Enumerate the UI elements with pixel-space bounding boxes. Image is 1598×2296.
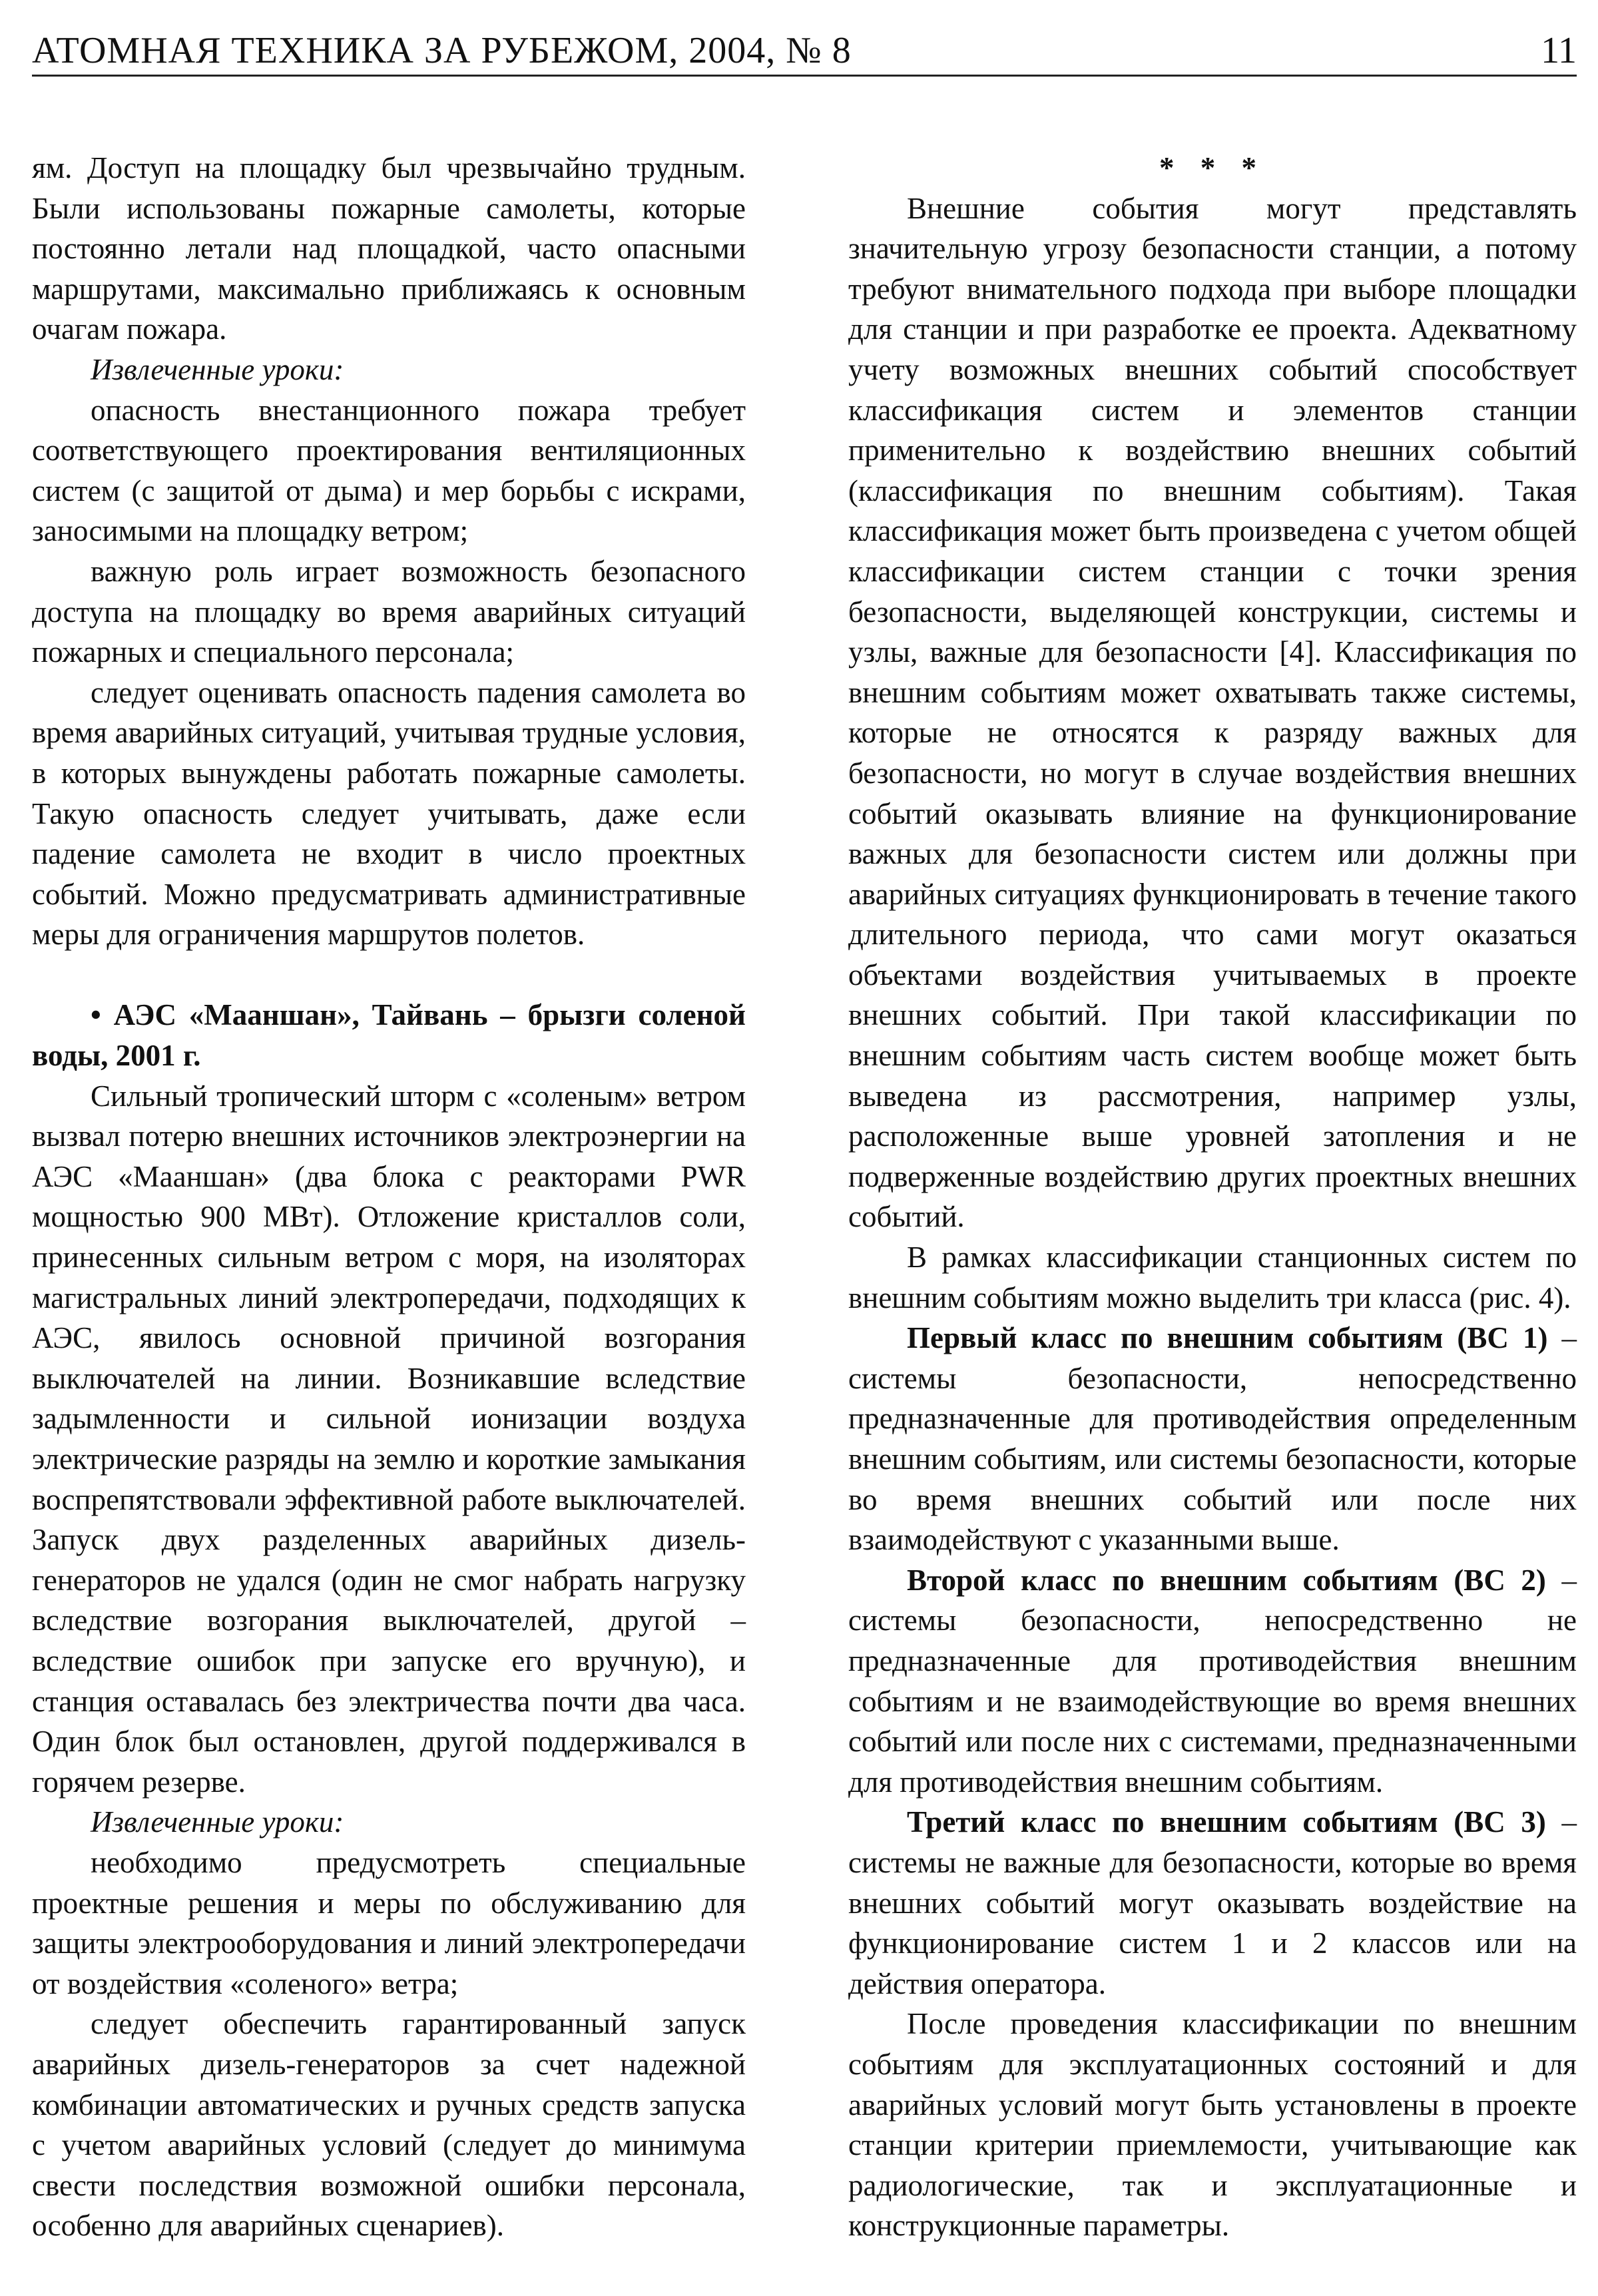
paragraph: опасность внестанционного пожара требует соответствующего проектирования вентиляционных систем (с защитой от дыма) и мер борьбы с искрами, заносимыми на площадку ветром; xyxy=(32,393,746,548)
class-1-title: Первый класс по внешним событиям (ВС 1) xyxy=(907,1321,1548,1355)
left-column xyxy=(32,148,746,2246)
paragraph: После проведения классификации по внешним событиям для эксплуатационных состояний и для аварийных условий могут быть установлены в проекте станции критерии приемлемости, учитывающие как радиологические, так и эксплуатационные и конструкционные параметры. xyxy=(848,2007,1577,2243)
class-1-text: – системы безопасности, непосредственно предназначенные для противодействия определенным внешним событиям, или системы безопасности, которые во время внешних событий или после них взаимодействуют с указанными выше. xyxy=(848,1321,1577,1557)
paragraph: следует оценивать опасность падения самолета во время аварийных ситуаций, учитывая трудные условия, в которых вынуждены работать пожарные самолеты. Такую опасность следует учитывать, даже если падение самолета не входит в число проектных событий. Можно предусматривать административные меры для ограничения маршрутов полетов. xyxy=(32,675,746,952)
paragraph: ям. Доступ на площадку был чрезвычайно трудным. Были использованы пожарные самолеты, которые постоянно летали над площадкой, часто опасными маршрутами, максимально приближаясь к основным очагам пожара. xyxy=(32,151,746,346)
section-separator: * * * xyxy=(1159,151,1266,184)
class-3-paragraph xyxy=(848,1802,1577,2004)
paragraph: необходимо предусмотреть специальные проектные решения и меры по обслуживанию для защиты электрооборудования и линий электропередачи от воздействия «соленого» ветра; xyxy=(32,1845,746,2000)
class-2-paragraph xyxy=(848,1560,1577,1803)
class-3-title: Третий класс по внешним событиям (ВС 3) xyxy=(907,1805,1546,1839)
right-column xyxy=(848,148,1577,2246)
class-3-text: – системы не важные для безопасности, которые во время внешних событий могут оказывать воздействие на функционирование систем 1 и 2 классов или на действия оператора. xyxy=(848,1805,1577,2000)
class-1-paragraph xyxy=(848,1318,1577,1560)
class-2-title: Второй класс по внешним событиям (ВС 2) xyxy=(907,1563,1546,1597)
page-number: 11 xyxy=(1541,30,1577,71)
paragraph: В рамках классификации станционных систем по внешним событиям можно выделить три класса (рис. 4). xyxy=(848,1241,1577,1314)
class-2-text: – системы безопасности, непосредственно не предназначенные для противодействия внешним событиям и не взаимодействующие во время внешних событий или после них с системами, предназначенными для противодействия внешним событиям. xyxy=(848,1563,1577,1799)
running-header xyxy=(32,27,1577,77)
paragraph: Внешние события могут представлять значительную угрозу безопасности станции, а потому требуют внимательного подхода при выборе площадки для станции и при разработке ее проекта. Адекватному учету возможных внешних событий способствует классификация систем и элементов станции применительно к воздействию внешних событий (классификация по внешним событиям). Такая классификация может быть произведена с учетом общей классификации систем станции с точки зрения безопасности, выделяющей конструкции, системы и узлы, важные для безопасности [4]. Классификация по внешним событиям может охватывать также системы, которые не относятся к разряду важных для безопасности, но могут в случае воздействия внешних событий оказывать влияние на функционирование важных для безопасности систем или должны при аварийных ситуациях функционировать в течение такого длительного периода, что сами могут оказаться объектами воздействия учитываемых в проекте внешних событий. При такой классификации по внешним событиям часть систем вообще может быть выведена из рассмотрения, например узлы, расположенные выше уровней затопления и не подверженные воздействию других проектных внешних событий. xyxy=(848,191,1577,1234)
journal-title: АТОМНАЯ ТЕХНИКА ЗА РУБЕЖОМ, 2004, № 8 xyxy=(32,30,852,71)
lessons-label: Извлеченные уроки: xyxy=(91,1805,344,1839)
paragraph: следует обеспечить гарантированный запуск аварийных дизель-генераторов за счет надежной комбинации автоматических и ручных средств запуска с учетом аварийных условий (следует до минимума свести последствия возможной ошибки персонала, особенно для аварийных сценариев). xyxy=(32,2007,746,2243)
lessons-label: Извлеченные уроки: xyxy=(91,352,344,386)
paragraph: Сильный тропический шторм с «соленым» ветром вызвал потерю внешних источников электроэнергии на АЭС «Мааншан» (два блока с реакторами PWR мощностью 900 МВт). Отложение кристаллов соли, принесенных сильным ветром с моря, на изоляторах магистральных линий электропередачи, подходящих к АЭС, явилось основной причиной возгорания выключателей на линии. Возникавшие вследствие задымленности и сильной ионизации воздуха электрические разряды на землю и короткие замыкания воспрепятствовали эффективной работе выключателей. Запуск двух разделенных аварийных дизель-генераторов не удался (один не смог набрать нагрузку вследствие возгорания выключателей, другой – вследствие ошибок при запуске его вручную), и станция оставалась без электричества почти два часа. Один блок был остановлен, другой поддерживался в горячем резерве. xyxy=(32,1079,746,1799)
section-heading: • АЭС «Мааншан», Тайвань – брызги соленой воды, 2001 г. xyxy=(32,998,746,1073)
paragraph: важную роль играет возможность безопасного доступа на площадку во время аварийных ситуаций пожарных и специального персонала; xyxy=(32,554,746,669)
